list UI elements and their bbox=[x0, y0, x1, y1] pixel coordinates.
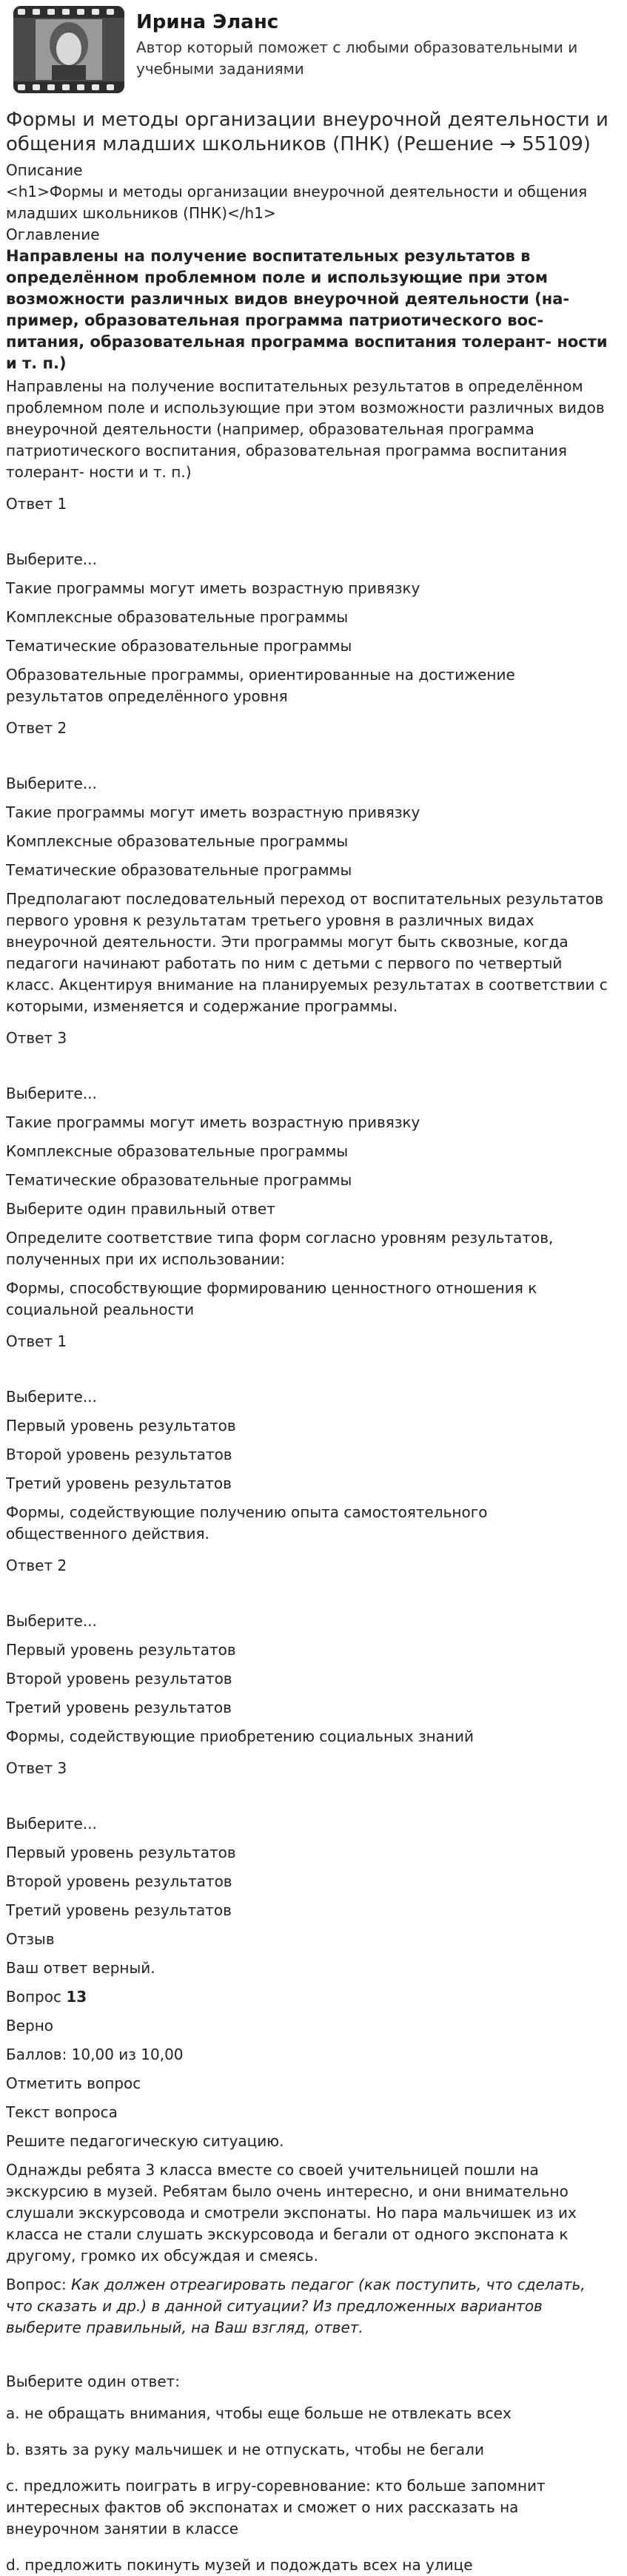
page-title: Формы и методы организации внеурочной деятельности и общения младших школьников (ПНК) (Решение → 55109) bbox=[6, 109, 608, 155]
answer-1-label: Ответ 1 bbox=[6, 495, 67, 513]
form-1-select[interactable]: Выберите... bbox=[6, 1388, 97, 1406]
author-description: Автор который поможет с любыми образовательными и учебными заданиями bbox=[136, 38, 578, 78]
option-item[interactable]: Такие программы могут иметь возрастную привязку bbox=[6, 803, 420, 821]
h1-raw-text: <h1>Формы и методы организации внеурочной деятельности и общения младших школьников (ПНК)</h1> bbox=[6, 183, 588, 222]
form-3-description: Формы, содействующие приобретению социальных знаний bbox=[6, 1727, 475, 1745]
answer-choice[interactable]: c. предложить поиграть в игру-соревнование: кто больше запомнит интересных фактов об экспонатах и сможет о них рассказать на внеурочном занятии в классе bbox=[6, 2477, 546, 2538]
film-strip-portrait-icon bbox=[13, 6, 124, 93]
level-option[interactable]: Первый уровень результатов bbox=[6, 1844, 236, 1861]
question-number-value: 13 bbox=[66, 1988, 87, 2006]
level-option[interactable]: Второй уровень результатов bbox=[6, 1670, 232, 1687]
level-option[interactable]: Первый уровень результатов bbox=[6, 1641, 236, 1659]
question-status: Верно bbox=[6, 2017, 54, 2034]
answer-3-select[interactable]: Выберите... bbox=[6, 1085, 97, 1102]
answer-1-select[interactable]: Выберите... bbox=[6, 550, 97, 568]
answer-2-label: Ответ 2 bbox=[6, 719, 67, 737]
avatar[interactable] bbox=[13, 6, 124, 93]
flag-question-link[interactable]: Отметить вопрос bbox=[6, 2074, 141, 2092]
option-item[interactable]: Комплексные образовательные программы bbox=[6, 608, 349, 626]
intro-paragraph: Направлены на получение воспитательных результатов в определённом проблемном поле и использующие при этом возможности различных видов внеурочной деятельности (например, образовательная программа патриотического воспитания, образовательная программа воспитания толерант- ности и т. п.) bbox=[6, 377, 605, 481]
question-text-label: Текст вопроса bbox=[6, 2103, 118, 2121]
ask-prefix: Вопрос: bbox=[6, 2276, 67, 2293]
level-option[interactable]: Третий уровень результатов bbox=[6, 1699, 232, 1716]
option-item[interactable]: Такие программы могут иметь возрастную привязку bbox=[6, 1113, 420, 1131]
question-task: Решите педагогическую ситуацию. bbox=[6, 2132, 284, 2150]
form-1-answer-label: Ответ 1 bbox=[6, 1332, 67, 1350]
option-item[interactable]: Комплексные образовательные программы bbox=[6, 832, 349, 850]
bold-intro: Направлены на получение воспитательных результатов в определённом проблемном поле и использующие при этом возможности различных видов внеурочной деятельности (на- пример, образовательная программа патриотического вос- питания, образовательная программа воспитания толерант- ности и т. п.) bbox=[6, 247, 608, 372]
option-item[interactable]: Такие программы могут иметь возрастную привязку bbox=[6, 579, 420, 597]
feedback-text: Ваш ответ верный. bbox=[6, 1959, 155, 1977]
program-description: Предполагают последовательный переход от воспитательных результатов первого уровня к результатам третьего уровня в различных видах внеурочной деятельности. Эти программы могут быть сквозные, когда педагоги начинают работать по ним с детьми с первого по четвертый класс. Акцентируя внимание на планируемых результатах в соответствии с которыми, изменяется и содержание программы. bbox=[6, 890, 608, 1015]
choose-one-answer-label: Выберите один ответ: bbox=[6, 2373, 181, 2390]
option-item[interactable]: Комплексные образовательные программы bbox=[6, 1142, 349, 1160]
level-option[interactable]: Третий уровень результатов bbox=[6, 1901, 232, 1919]
option-item[interactable]: Тематические образовательные программы bbox=[6, 861, 352, 879]
option-item[interactable]: Тематические образовательные программы bbox=[6, 637, 352, 655]
answer-3-label: Ответ 3 bbox=[6, 1029, 67, 1047]
form-1-description: Формы, способствующие формированию ценностного отношения к социальной реальности bbox=[6, 1279, 537, 1318]
level-option[interactable]: Первый уровень результатов bbox=[6, 1417, 236, 1434]
feedback-label: Отзыв bbox=[6, 1930, 55, 1948]
level-option[interactable]: Третий уровень результатов bbox=[6, 1474, 232, 1492]
author-card bbox=[6, 0, 627, 104]
toc-label: Оглавление bbox=[6, 226, 100, 243]
choose-one-instruction: Выберите один правильный ответ bbox=[6, 1200, 275, 1218]
form-2-answer-label: Ответ 2 bbox=[6, 1557, 67, 1574]
ask-text: Как должен отреагировать педагог (как поступить, что сделать, что сказать и др.) в данной ситуации? Из предложенных вариантов выберите правильный, на Ваш взгляд, ответ. bbox=[6, 2276, 586, 2336]
option-item[interactable]: Тематические образовательные программы bbox=[6, 1171, 352, 1189]
answer-choice[interactable]: b. взять за руку мальчишек и не отпускать, чтобы не бегали bbox=[6, 2441, 484, 2458]
form-2-description: Формы, содействующие получению опыта самостоятельного общественного действия. bbox=[6, 1503, 488, 1542]
answer-choice[interactable]: d. предложить покинуть музей и подождать всех на улице bbox=[6, 2556, 473, 2574]
level-option[interactable]: Второй уровень результатов bbox=[6, 1872, 232, 1890]
form-2-select[interactable]: Выберите... bbox=[6, 1612, 97, 1630]
question-number bbox=[6, 1986, 627, 2008]
level-option[interactable]: Второй уровень результатов bbox=[6, 1446, 232, 1463]
answer-2-select[interactable]: Выберите... bbox=[6, 775, 97, 792]
question-ask bbox=[6, 2274, 627, 2339]
form-3-answer-label: Ответ 3 bbox=[6, 1759, 67, 1777]
match-task: Определите соответствие типа форм согласно уровням результатов, полученных при их использовании: bbox=[6, 1229, 554, 1268]
answer-choice[interactable]: a. не обращать внимания, чтобы еще больше не отвлекать всех bbox=[6, 2404, 512, 2422]
author-name[interactable]: Ирина Эланс bbox=[136, 11, 279, 33]
description-label: Описание bbox=[6, 161, 83, 179]
situation-text: Однажды ребята 3 класса вместе со своей учительницей пошли на экскурсию в музей. Ребятам было очень интересно, и они внимательно слушали экскурсовода и смотрели экспонаты. Но пара мальчишек из их класса не стали слушать экскурсовода и бегали от одного экспоната к другому, громко их обсуждая и смеясь. bbox=[6, 2161, 577, 2265]
question-score: Баллов: 10,00 из 10,00 bbox=[6, 2046, 184, 2063]
form-3-select[interactable]: Выберите... bbox=[6, 1815, 97, 1832]
question-label: Вопрос bbox=[6, 1988, 61, 2006]
program-description: Образовательные программы, ориентированные на достижение результатов определённого уровня bbox=[6, 666, 515, 705]
